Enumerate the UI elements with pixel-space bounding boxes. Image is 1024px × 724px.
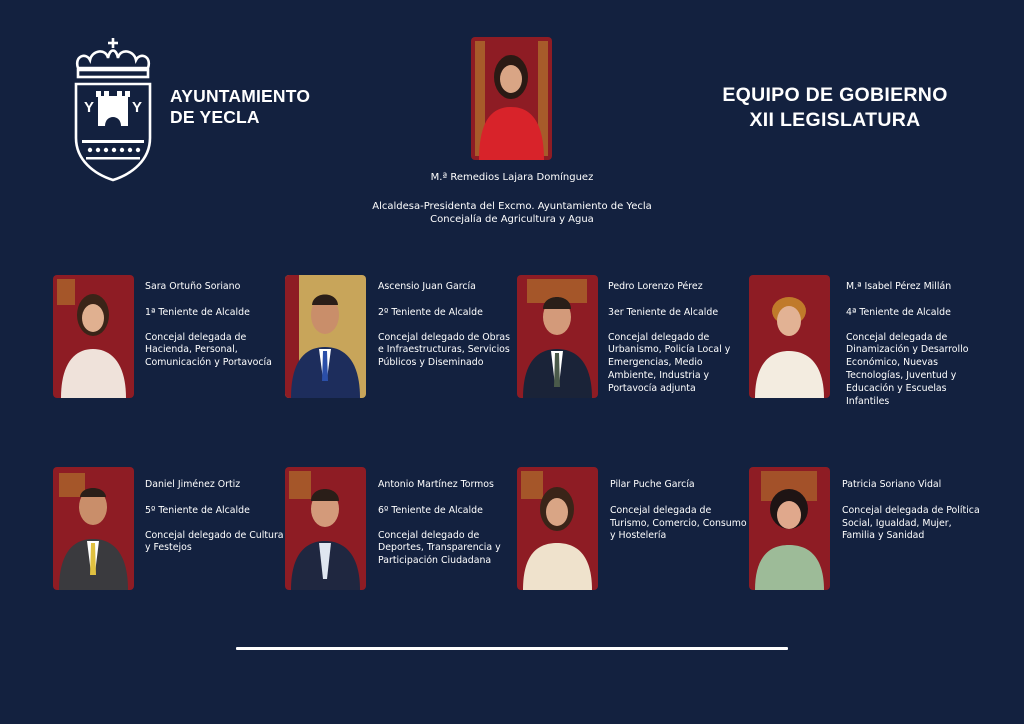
member-info <box>608 281 748 396</box>
member-info <box>378 479 518 568</box>
organization-name <box>170 86 310 128</box>
member-rank: 4ª Teniente de Alcalde <box>846 306 951 318</box>
member-photo <box>285 275 366 398</box>
mayor-photo <box>471 37 552 160</box>
svg-text:Y: Y <box>84 99 95 116</box>
member-duties: Concejal delegada de Política Social, Igualdad, Mujer, Familia y Sanidad <box>842 504 980 542</box>
member-name: Ascensio Juan García <box>378 281 476 292</box>
mayor-role-line1: Alcaldesa-Presidenta del Excmo. Ayuntamiento de Yecla <box>372 201 652 212</box>
member-info <box>145 479 285 555</box>
title-line2: XII LEGISLATURA <box>749 109 921 131</box>
member-duties: Concejal delegado de Cultura y Festejos <box>145 529 284 554</box>
member-duties: Concejal delegado de Obras e Infraestructuras, Servicios Públicos y Diseminado <box>378 331 511 369</box>
government-team-title <box>690 83 980 133</box>
member-info <box>610 479 750 543</box>
member-name: Antonio Martínez Tormos <box>378 479 494 490</box>
member-info <box>842 479 982 543</box>
member-name: Sara Ortuño Soriano <box>145 281 241 292</box>
member-name: Daniel Jiménez Ortiz <box>145 479 241 490</box>
member-photo <box>749 275 830 398</box>
mayor-name: M.ª Remedios Lajara Domínguez <box>430 172 594 183</box>
member-photo <box>749 467 830 590</box>
member-duties: Concejal delegado de Deportes, Transparencia y Participación Ciudadana <box>378 529 501 567</box>
member-duties: Concejal delegada de Turismo, Comercio, Consumo y Hostelería <box>610 504 747 542</box>
member-photo <box>53 467 134 590</box>
mayor-role <box>342 200 682 226</box>
member-name: Patricia Soriano Vidal <box>842 479 942 490</box>
member-info <box>145 281 285 370</box>
org-name-line1: AYUNTAMIENTO <box>170 86 311 106</box>
yecla-crest-logo <box>72 36 154 182</box>
member-duties: Concejal delegada de Hacienda, Personal, Comunicación y Portavocía <box>145 331 272 369</box>
member-info <box>846 281 986 408</box>
member-rank: 5º Teniente de Alcalde <box>145 504 250 516</box>
member-photo <box>517 275 598 398</box>
mayor-role-line2: Concejalía de Agricultura y Agua <box>430 214 594 225</box>
svg-text:Y: Y <box>132 99 143 116</box>
member-name: M.ª Isabel Pérez Millán <box>846 281 952 292</box>
member-name: Pilar Puche García <box>610 479 695 490</box>
member-duties: Concejal delegado de Urbanismo, Policía Local y Emergencias, Medio Ambiente, Industria y Portavocía adjunta <box>608 331 731 394</box>
member-duties: Concejal delegada de Dinamización y Desarrollo Económico, Nuevas Tecnologías, Juventud y Educación y Escuelas Infantiles <box>846 331 969 407</box>
member-info <box>378 281 518 370</box>
member-photo <box>53 275 134 398</box>
org-name-line2: DE YECLA <box>170 107 260 127</box>
member-photo <box>285 467 366 590</box>
member-rank: 6º Teniente de Alcalde <box>378 504 483 516</box>
member-photo <box>517 467 598 590</box>
member-rank: 1ª Teniente de Alcalde <box>145 306 250 318</box>
member-rank: 3er Teniente de Alcalde <box>608 306 719 318</box>
member-rank: 2º Teniente de Alcalde <box>378 306 483 318</box>
member-name: Pedro Lorenzo Pérez <box>608 281 703 292</box>
footer-divider <box>236 647 788 650</box>
title-line1: EQUIPO DE GOBIERNO <box>722 84 948 106</box>
